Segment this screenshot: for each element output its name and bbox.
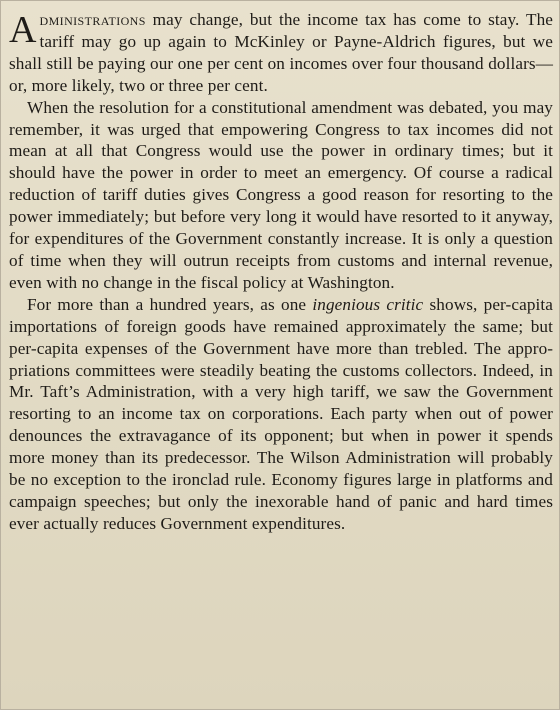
paragraph-3-text-start: For more than a hundred years, as one xyxy=(27,294,313,314)
paragraph-3 xyxy=(9,294,553,535)
opening-word-small-caps: dministrations xyxy=(39,10,146,29)
paragraph-3-italic-phrase: ingenious critic xyxy=(312,294,424,314)
paragraph-3-text-end: shows, per-capita importations of foreign goods have remained approximately the same; but per-capita expenses of the Government have more than trebled. The appropriations committees were steadily beating the customs collectors. Indeed, in Mr. Taft’s Administration, with a very high tariff, we saw the Government resorting to an income tax on corporations. Each party when out of power denounces the extravagance of its opponent; but when in power it spends more money than its predecessor. The Wilson Administration will probably be no exception to the ironclad rule. Economy figures large in platforms and campaign speeches; but only the inexorable hand of panic and hard times ever actually reduces Government expenditures. xyxy=(9,294,553,533)
article-column xyxy=(9,9,553,535)
paragraph-2-text: When the resolution for a constitutional amendment was debated, you may remember, it was urged that empowering Congress to tax incomes did not mean at all that Congress would use the power in ordinary times; but it should have the power in order to meet an emergency. Of course a radical reduction of tariff duties gives Congress a good reason for resorting to the power immediately; but before very long it would have resorted to it anyway, for expenditures of the Government constantly increase. It is only a question of time when they will outrun receipts from customs and internal revenue, even with no change in the fiscal policy at Washington. xyxy=(9,97,553,292)
paragraph-2 xyxy=(9,97,553,294)
paragraph-1 xyxy=(9,9,553,97)
paragraph-1-text: may change, but the income tax has come to stay. The tariff may go up again to McKinley or Payne-Aldrich figures, but we shall still be paying our one per cent on incomes over four thousand dollars—or, more likely, two or three per cent. xyxy=(9,10,553,95)
drop-cap-letter: A xyxy=(9,9,37,51)
